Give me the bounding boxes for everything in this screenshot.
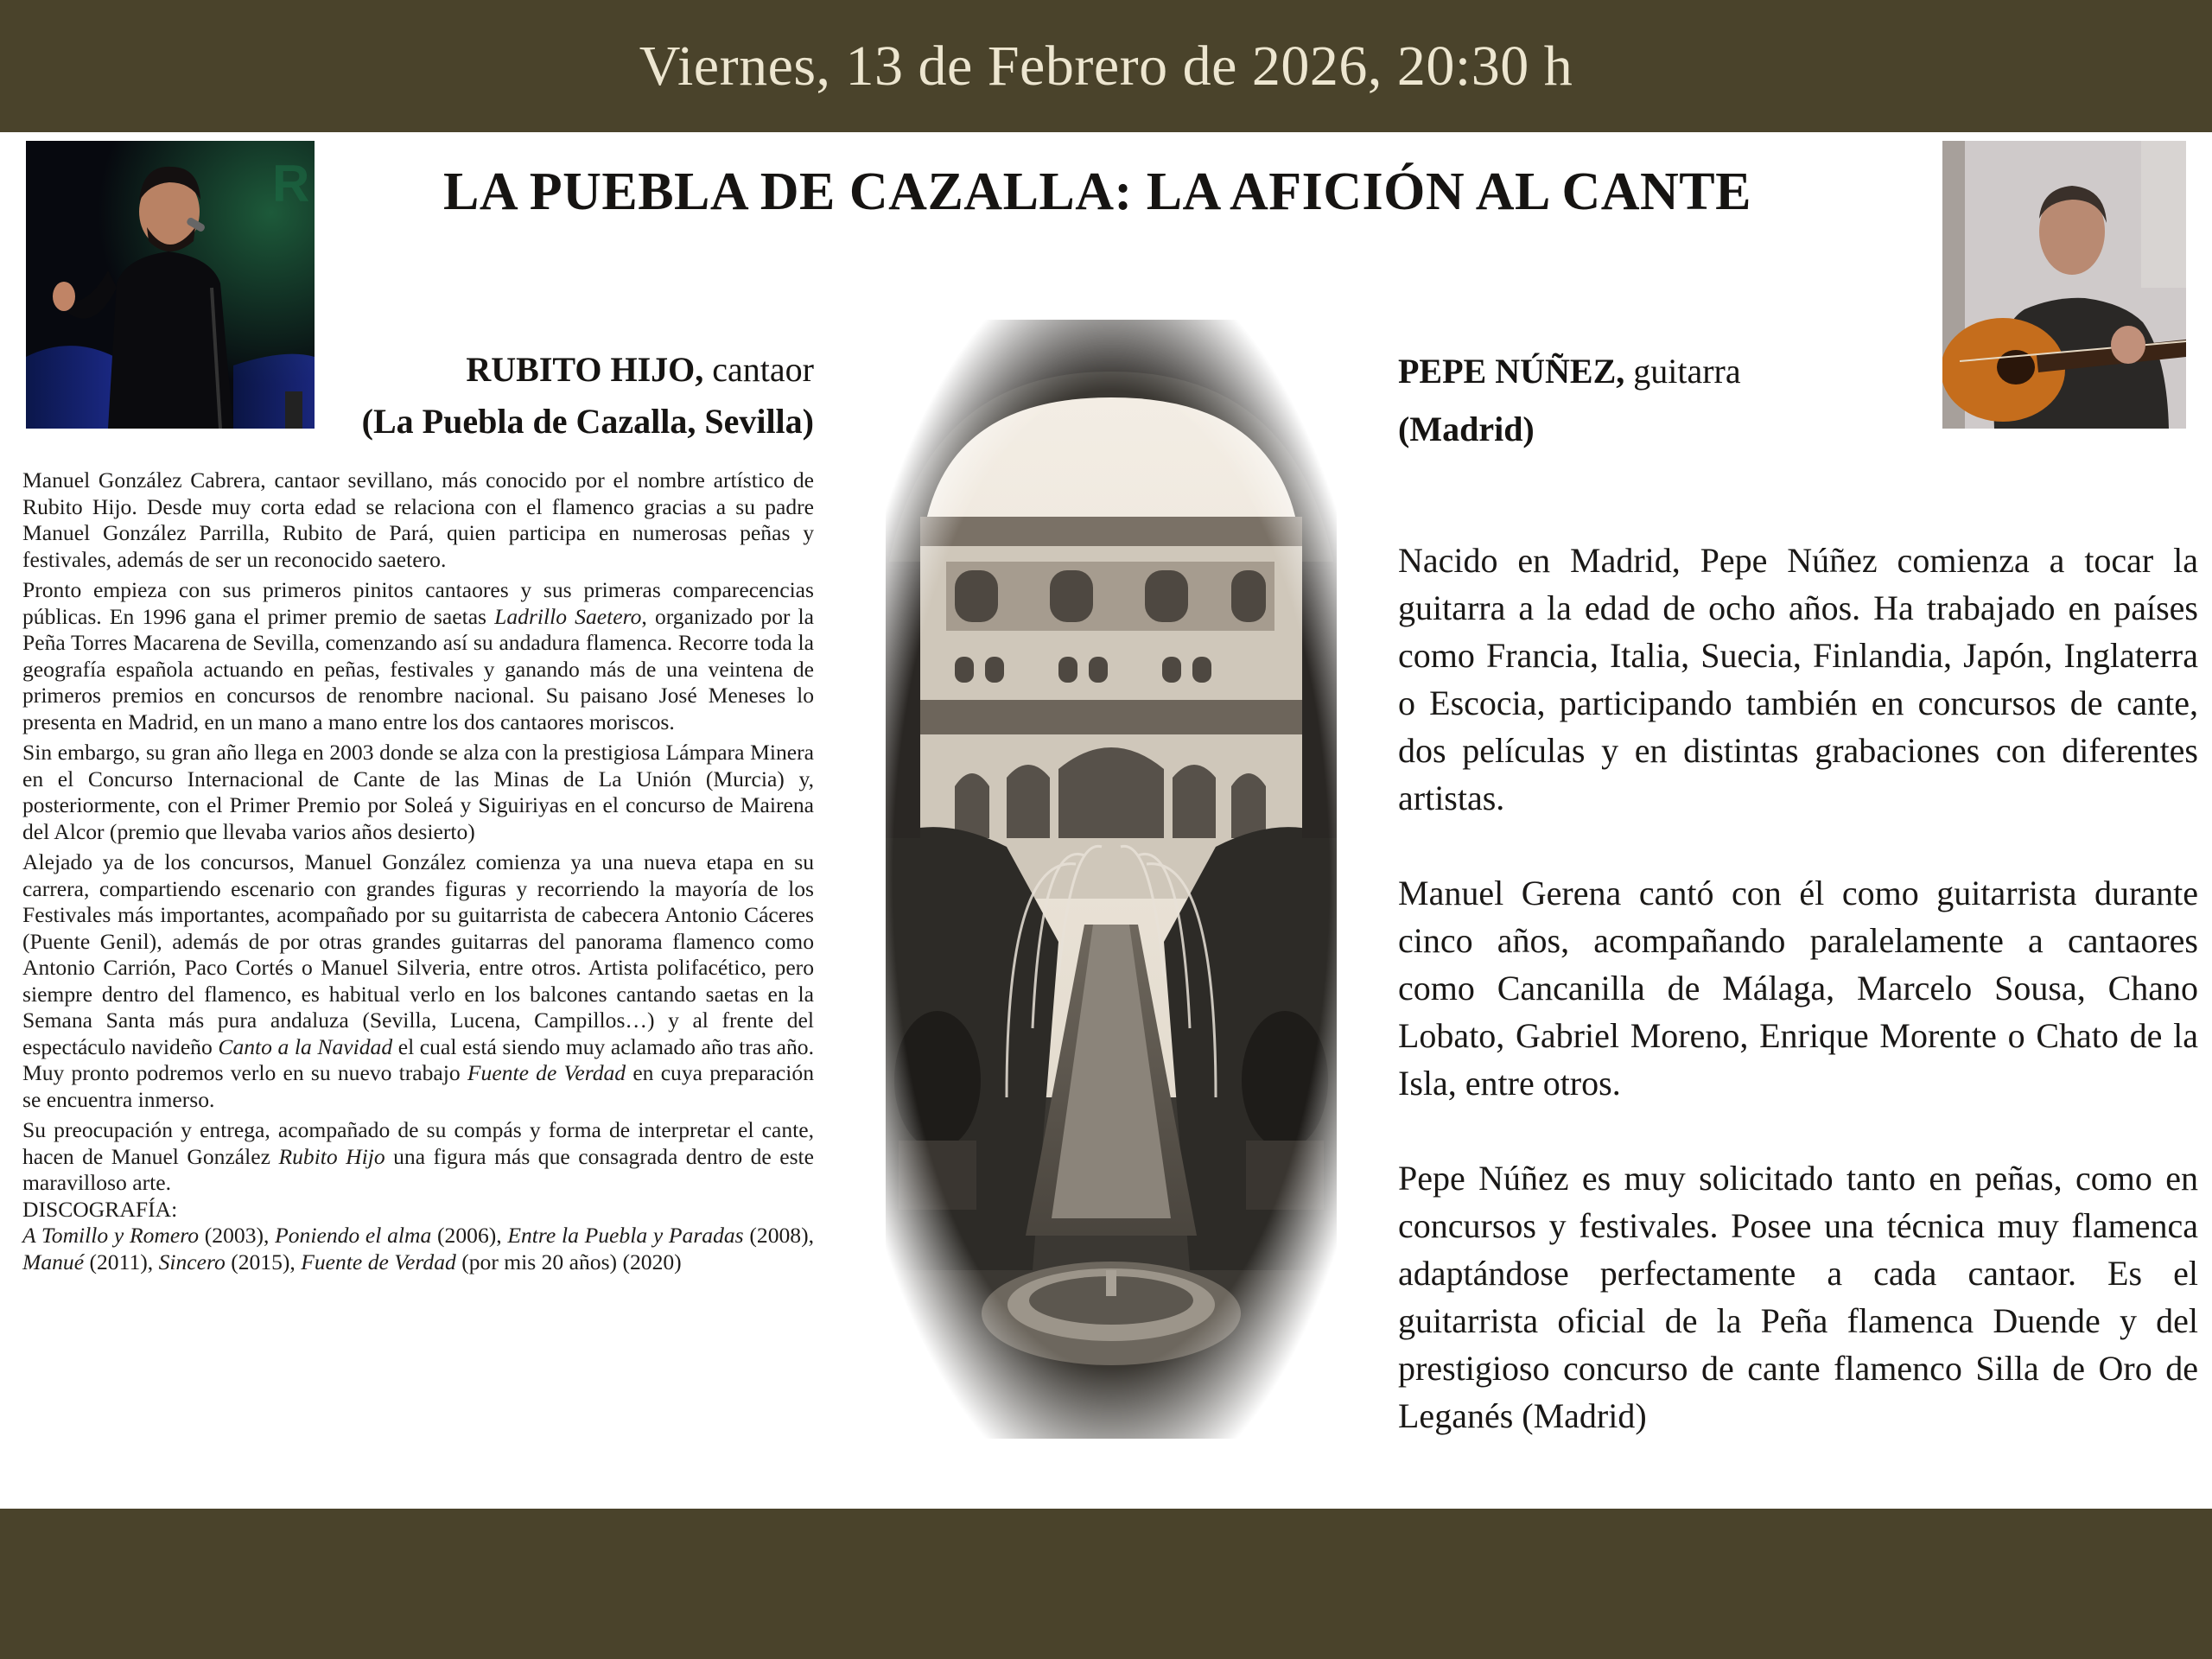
singer-photo bbox=[26, 141, 315, 429]
guitarist-role: guitarra bbox=[1633, 352, 1741, 391]
guitarist-biography bbox=[1398, 537, 2198, 1487]
garden-arch-photo bbox=[886, 320, 1337, 1439]
guitarist-name: PEPE NÚÑEZ, bbox=[1398, 352, 1625, 391]
text: Alejado ya de los concursos, Manuel González comienza ya una nueva etapa en su carrera, compartiendo escenario con grandes figuras y recorriendo la mayoría de los Festivales más importantes, acompañado por su guitarrista de cabecera Antonio Cáceres (Puente Genil), además de por otras grandes guitarras del panorama flamenco como Antonio Carrión, Paco Cortés o Manuel Silveria, entre otros. Artista polifacético, pero siempre dentro del flamenco, es habitual verlo en los balcones cantando saetas en la Semana Santa más pura andaluza (Sevilla, Lucena, Campillos…) y al frente del espectáculo navideño bbox=[22, 849, 814, 1059]
bio-paragraph bbox=[22, 1117, 814, 1197]
award-name: Ladrillo Saetero bbox=[494, 603, 642, 629]
guitarist-name-line bbox=[1398, 342, 1741, 400]
album-title: Sincero bbox=[158, 1249, 226, 1274]
album-title: Manué bbox=[22, 1249, 85, 1274]
guitarist-photo bbox=[1942, 141, 2186, 429]
text: en cuya preparación se encuentra inmerso. bbox=[22, 1060, 814, 1112]
album-title: A Tomillo y Romero bbox=[22, 1223, 200, 1248]
bio-paragraph: Pepe Núñez es muy solicitado tanto en peñas, como en concursos y festivales. Posee una técnica muy flamenca adaptándose perfectamente a cada cantaor. Es el guitarrista oficial de la Peña flamenca Duende y del prestigioso concurso de cante flamenco Silla de Oro de Leganés (Madrid) bbox=[1398, 1159, 2198, 1435]
bio-paragraph: Sin embargo, su gran año llega en 2003 donde se alza con la prestigiosa Lámpara Minera en el Concurso Internacional de Cante de las Minas de La Unión (Murcia) y, posteriormente, con el Primer Premio por Soleá y Siguiriyas en el concurso de Mairena del Alcor (premio que llevaba varios años desierto) bbox=[22, 740, 814, 844]
singer-origin-text: (La Puebla de Cazalla, Sevilla) bbox=[361, 402, 814, 441]
album-year: (2008), bbox=[743, 1223, 815, 1248]
guitarist-heading bbox=[1398, 342, 1741, 458]
svg-text:R: R bbox=[272, 155, 310, 213]
event-date: Viernes, 13 de Febrero de 2026, 20:30 h bbox=[639, 34, 1573, 98]
text: Pronto empieza con sus primeros pinitos cantaores y sus primeras comparecencias públicas. En 1996 gana el primer premio de saetas bbox=[22, 577, 814, 629]
text: el cual está siendo muy aclamado año tras año. Muy pronto podremos verlo en su nuevo trabajo bbox=[22, 1033, 815, 1085]
album-title: Poniendo el alma bbox=[275, 1223, 432, 1248]
album-year: (por mis 20 años) (2020) bbox=[455, 1249, 682, 1274]
album-title: Fuente de Verdad bbox=[301, 1249, 456, 1274]
bio-paragraph bbox=[22, 849, 814, 1113]
discography-list bbox=[22, 1223, 814, 1275]
guitarist-origin-text: (Madrid) bbox=[1398, 410, 1535, 449]
singer-name-line bbox=[362, 344, 814, 396]
text: una figura más que consagrada dentro de este maravilloso arte. bbox=[22, 1143, 814, 1195]
singer-origin bbox=[362, 396, 814, 448]
show-name: Canto a la Navidad bbox=[218, 1033, 393, 1059]
date-banner bbox=[0, 0, 2212, 132]
album-name: Fuente de Verdad bbox=[467, 1060, 626, 1085]
artist-name: Rubito Hijo bbox=[278, 1143, 385, 1169]
guitarist-origin bbox=[1398, 400, 1741, 458]
bio-paragraph: Nacido en Madrid, Pepe Núñez comienza a tocar la guitarra a la edad de ocho años. Ha trabajado en países como Francia, Italia, Suecia, Finlandia, Japón, Inglaterra o Escocia, participando también en concursos de cante, dos películas y en distintas grabaciones con diferentes artistas. bbox=[1398, 541, 2198, 817]
album-title: Entre la Puebla y Paradas bbox=[507, 1223, 744, 1248]
singer-heading bbox=[362, 344, 814, 448]
bio-paragraph: Manuel Gerena cantó con él como guitarrista durante cinco años, acompañando paralelamente a cantaores como Cancanilla de Málaga, Marcelo Sousa, Chano Lobato, Gabriel Moreno, Enrique Morente o Chato de la Isla, entre otros. bbox=[1398, 874, 2198, 1103]
page-title: LA PUEBLA DE CAZALLA: LA AFICIÓN AL CANTE bbox=[443, 162, 1751, 221]
bio-paragraph bbox=[22, 577, 814, 735]
singer-name: RUBITO HIJO, bbox=[466, 350, 704, 389]
album-year: (2006), bbox=[431, 1223, 508, 1248]
album-year: (2011), bbox=[84, 1249, 159, 1274]
singer-biography bbox=[22, 467, 814, 1275]
footer-band bbox=[0, 1509, 2212, 1659]
album-year: (2003), bbox=[199, 1223, 276, 1248]
text: Su preocupación y entrega, acompañado de su compás y forma de interpretar el cante, hacen de Manuel González bbox=[22, 1117, 814, 1169]
album-year: (2015), bbox=[225, 1249, 302, 1274]
bio-paragraph: Manuel González Cabrera, cantaor sevillano, más conocido por el nombre artístico de Rubito Hijo. Desde muy corta edad se relaciona con el flamenco gracias a su padre Manuel González Parrilla, Rubito de Pará, quien participa en numerosas peñas y festivales, además de ser un reconocido saetero. bbox=[22, 467, 814, 572]
singer-role: cantaor bbox=[712, 350, 814, 389]
discography-heading: DISCOGRAFÍA: bbox=[22, 1196, 178, 1222]
text: , organizado por la Peña Torres Macarena de Sevilla, comenzando así su andadura flamenca. Recorre toda la geografía española actuando en peñas, festivales y ganando más de una veintena de primeros premios en concursos de renombre nacional. Su paisano José Meneses lo presenta en Madrid, en un mano a mano entre los dos cantaores moriscos. bbox=[22, 603, 814, 734]
